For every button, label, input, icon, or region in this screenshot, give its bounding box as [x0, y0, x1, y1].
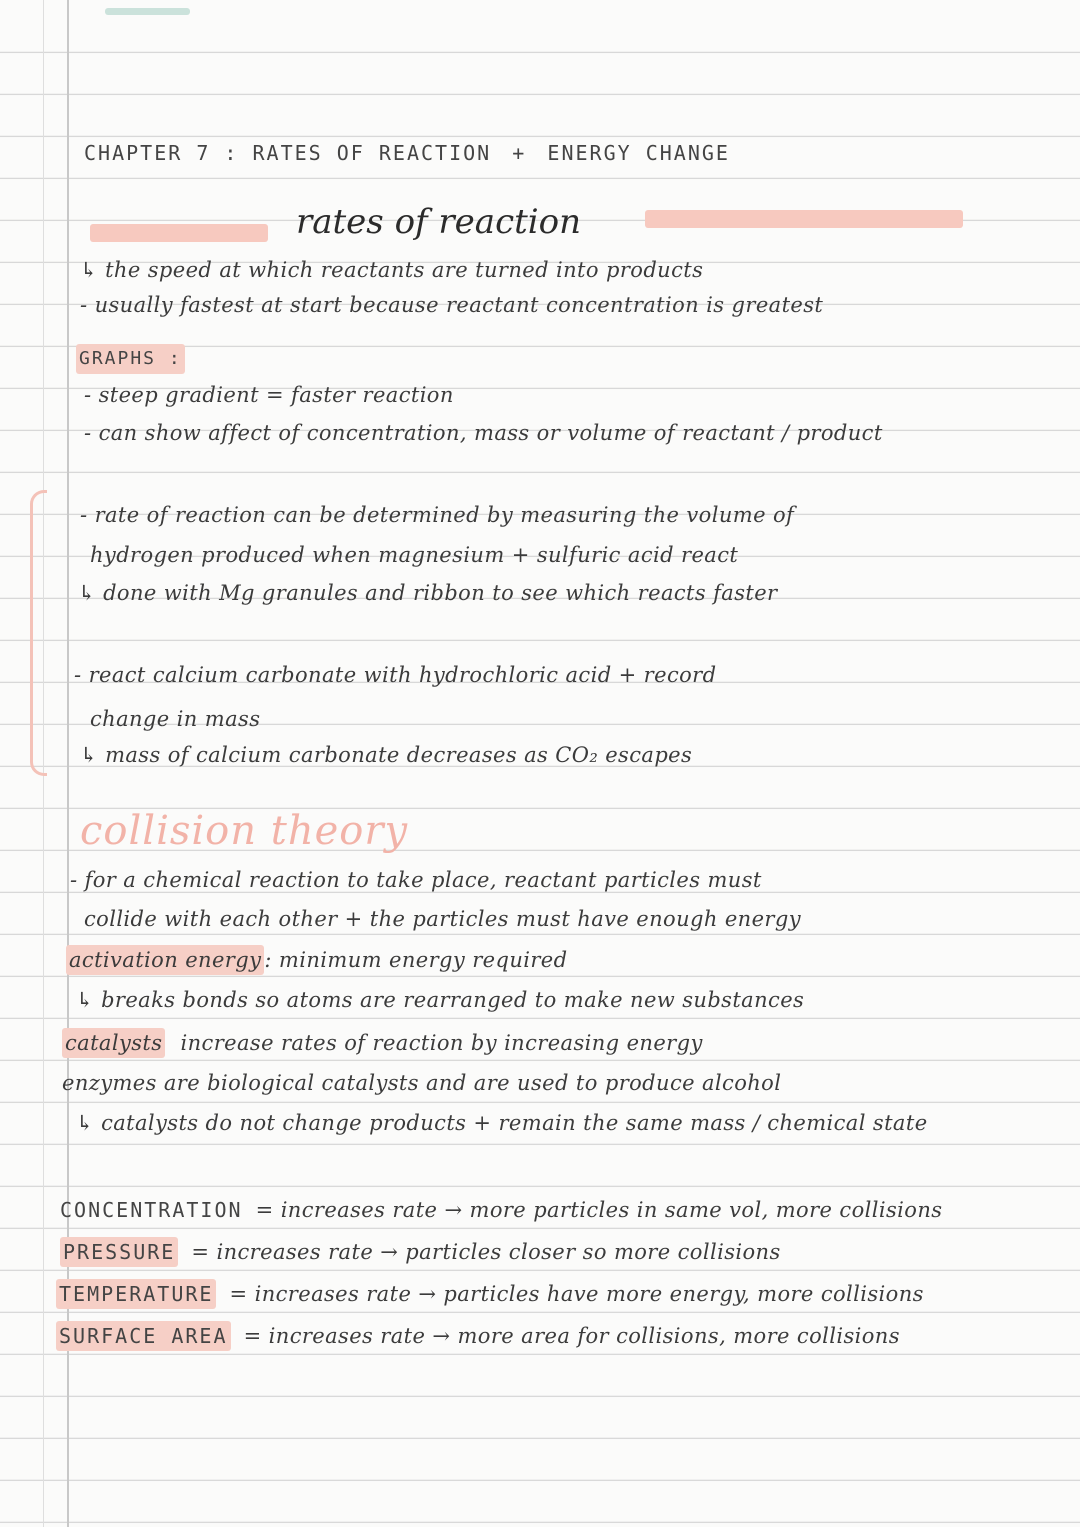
note-line: hydrogen produced when magnesium + sulfuric acid react	[90, 543, 739, 567]
graphs-label: GRAPHS :	[76, 344, 185, 374]
chapter-title-plus: +	[512, 141, 527, 165]
chapter-title	[84, 138, 1080, 180]
note-line: - steep gradient = faster reaction	[84, 383, 454, 407]
factor-row	[56, 1279, 1080, 1321]
bracket-mark	[30, 490, 47, 776]
note-line: - for a chemical reaction to take place, reactant particles must	[70, 868, 762, 892]
section-heading-collision: collision theory	[80, 808, 409, 854]
catalysts-def: increase rates of reaction by increasing energy	[180, 1031, 703, 1055]
activation-line	[66, 945, 1080, 987]
factor-term: CONCENTRATION	[60, 1198, 243, 1222]
note-line: - rate of reaction can be determined by measuring the volume of	[80, 503, 795, 527]
factor-row	[60, 1195, 1080, 1237]
chapter-title-topic: ENERGY CHANGE	[547, 141, 730, 165]
catalysts-term: catalysts	[62, 1028, 165, 1058]
note-line: ↳ the speed at which reactants are turned into products	[80, 258, 704, 282]
note-line: collide with each other + the particles must have enough energy	[84, 907, 801, 931]
chapter-title-text: CHAPTER 7 : RATES OF REACTION	[84, 141, 492, 165]
factor-def: = increases rate → particles have more energy, more collisions	[229, 1282, 924, 1306]
factor-term: SURFACE AREA	[56, 1321, 231, 1351]
note-line: change in mass	[90, 707, 261, 731]
note-line: ↳ catalysts do not change products + remain the same mass / chemical state	[76, 1111, 928, 1135]
note-line: ↳ mass of calcium carbonate decreases as CO₂ escapes	[80, 743, 693, 767]
factor-def: = increases rate → more particles in same vol, more collisions	[255, 1198, 943, 1222]
note-line: ↳ breaks bonds so atoms are rearranged to make new substances	[76, 988, 805, 1012]
note-line: - usually fastest at start because reactant concentration is greatest	[80, 293, 824, 317]
graphs-label-line	[76, 342, 1080, 384]
section-heading-rates: rates of reaction	[296, 202, 582, 242]
note-line: - react calcium carbonate with hydrochloric acid + record	[74, 663, 717, 687]
factor-row	[60, 1237, 1080, 1279]
factor-def: = increases rate → more area for collisions, more collisions	[243, 1324, 900, 1348]
factor-term: TEMPERATURE	[56, 1279, 216, 1309]
activation-def: : minimum energy required	[264, 948, 568, 972]
heading-bar-right	[645, 210, 963, 228]
catalysts-line	[62, 1028, 1080, 1070]
note-line: ↳ done with Mg granules and ribbon to see which reacts faster	[78, 581, 778, 605]
factor-term: PRESSURE	[60, 1237, 178, 1267]
factor-row	[56, 1321, 1080, 1363]
note-line: enzymes are biological catalysts and are used to produce alcohol	[62, 1071, 782, 1095]
note-line: - can show affect of concentration, mass or volume of reactant / product	[84, 421, 883, 445]
washi-tape	[105, 8, 190, 15]
heading-bar-left	[90, 224, 268, 242]
activation-term: activation energy	[66, 945, 264, 975]
factor-def: = increases rate → particles closer so more collisions	[191, 1240, 781, 1264]
